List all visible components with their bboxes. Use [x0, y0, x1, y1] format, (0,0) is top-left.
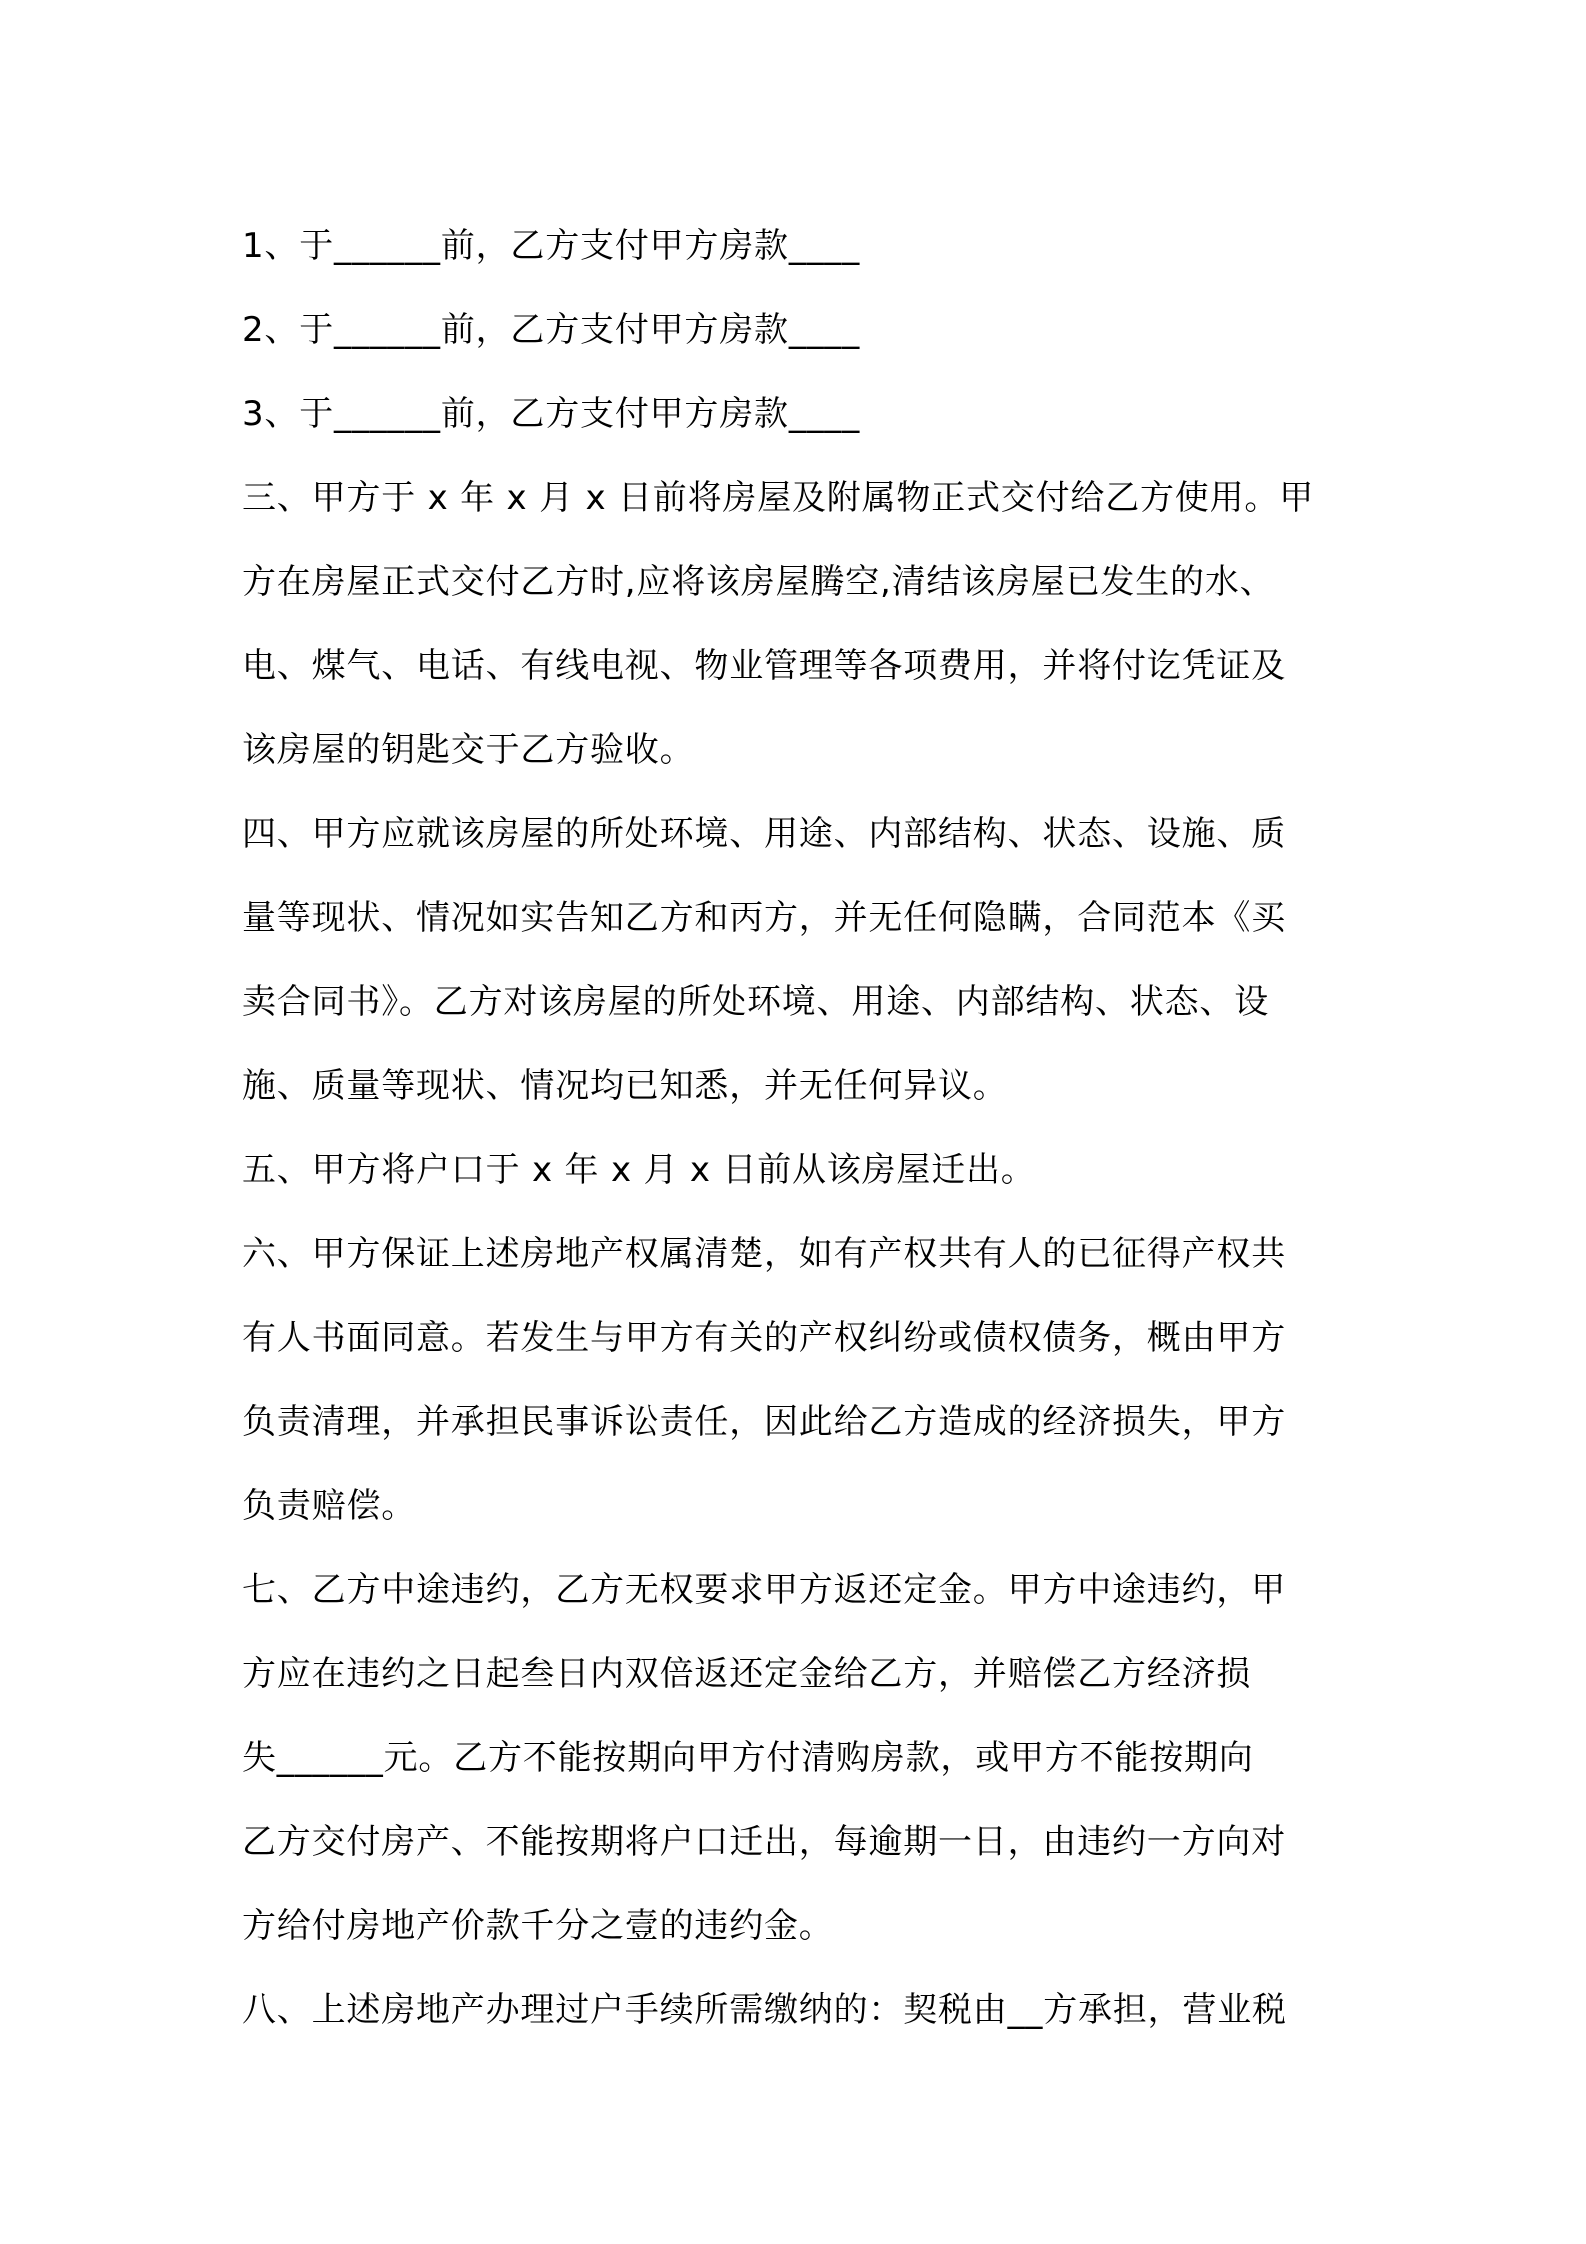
- text-line: 1、于______前，乙方支付甲方房款____: [242, 226, 861, 266]
- text-line: 三、甲方于 x 年 x 月 x 日前将房屋及附属物正式交付给乙方使用。甲: [242, 478, 1315, 518]
- text-line: 负责赔偿。: [242, 1486, 416, 1526]
- text-line: 负责清理，并承担民事诉讼责任，因此给乙方造成的经济损失，甲方: [242, 1402, 1286, 1442]
- text-line: 六、甲方保证上述房地产权属清楚，如有产权共有人的已征得产权共: [242, 1234, 1286, 1274]
- text-line: 施、质量等现状、情况均已知悉，并无任何异议。: [242, 1066, 1008, 1106]
- text-line: 卖合同书》。乙方对该房屋的所处环境、用途、内部结构、状态、设: [242, 982, 1269, 1022]
- text-line: 2、于______前，乙方支付甲方房款____: [242, 310, 861, 350]
- text-line: 电、煤气、电话、有线电视、物业管理等各项费用，并将付讫凭证及: [242, 646, 1286, 686]
- text-line: 3、于______前，乙方支付甲方房款____: [242, 394, 861, 434]
- text-line: 失______元。乙方不能按期向甲方付清购房款，或甲方不能按期向: [242, 1738, 1254, 1778]
- text-line: 四、甲方应就该房屋的所处环境、用途、内部结构、状态、设施、质: [242, 814, 1286, 854]
- text-line: 五、甲方将户口于 x 年 x 月 x 日前从该房屋迁出。: [242, 1150, 1036, 1190]
- contract-body: [242, 204, 1352, 2052]
- text-line: 七、乙方中途违约，乙方无权要求甲方返还定金。甲方中途违约，甲: [242, 1570, 1286, 1610]
- text-line: 方给付房地产价款千分之壹的违约金。: [242, 1906, 834, 1946]
- text-line: 方应在违约之日起叁日内双倍返还定金给乙方，并赔偿乙方经济损: [242, 1654, 1252, 1694]
- text-line: 有人书面同意。若发生与甲方有关的产权纠纷或债权债务，概由甲方: [242, 1318, 1286, 1358]
- text-line: 量等现状、情况如实告知乙方和丙方，并无任何隐瞒，合同范本《买: [242, 898, 1286, 938]
- text-line: 该房屋的钥匙交于乙方验收。: [242, 730, 695, 770]
- text-line: 八、上述房地产办理过户手续所需缴纳的：契税由__方承担，营业税: [242, 1990, 1287, 2030]
- text-line: 乙方交付房产、不能按期将户口迁出，每逾期一日，由违约一方向对: [242, 1822, 1286, 1862]
- text-line: 方在房屋正式交付乙方时,应将该房屋腾空,清结该房屋已发生的水、: [242, 562, 1275, 602]
